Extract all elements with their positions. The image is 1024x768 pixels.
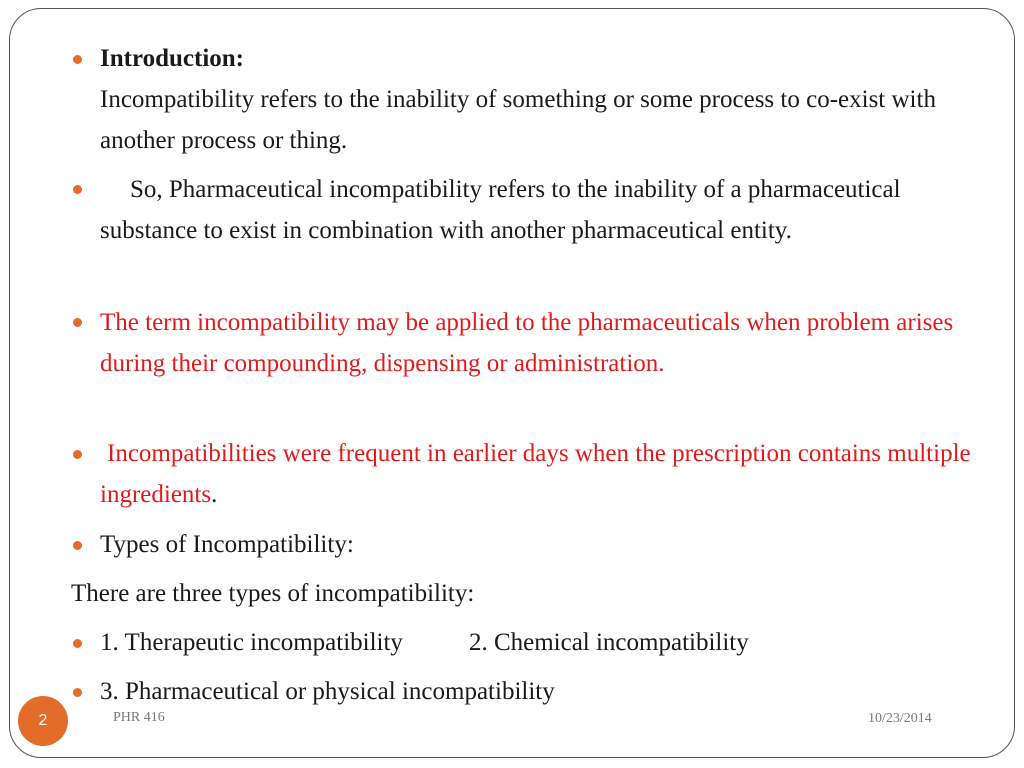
intro-text: Incompatibility refers to the inability of something or some process to co-exist with another process or thing.	[100, 86, 936, 154]
intro-block	[100, 38, 980, 161]
frequent-text: Incompatibilities were frequent in earlier days when the prescription contains multiple ingredients	[100, 440, 971, 508]
intro-heading: Introduction:	[100, 45, 245, 72]
bullet-icon	[73, 185, 82, 194]
page-number-badge	[18, 696, 68, 746]
types-intro: There are three types of incompatibility:	[71, 580, 475, 607]
page-number: 2	[38, 712, 48, 729]
type-3: 3. Pharmaceutical or physical incompatibility	[100, 678, 555, 705]
footer-course: PHR 416	[113, 710, 165, 725]
term-applied-block	[100, 302, 980, 384]
types-heading: Types of Incompatibility:	[100, 531, 354, 558]
bullet-icon	[73, 55, 82, 64]
frequent-block	[100, 433, 980, 515]
types-row	[100, 622, 980, 663]
pharma-definition-block	[100, 169, 980, 251]
pharma-definition: So, Pharmaceutical incompatibility refers to the inability of a pharmaceutical substance to exist in combination with another pharmaceutical entity.	[100, 176, 901, 244]
frequent-period: .	[211, 481, 218, 508]
type-1: 1. Therapeutic incompatibility	[100, 629, 403, 656]
bullet-icon	[73, 541, 82, 550]
bullet-icon	[73, 688, 82, 697]
bullet-icon	[73, 450, 82, 459]
term-applied-text: The term incompatibility may be applied to the pharmaceuticals when problem arises during their compounding, dispensing or administration.	[100, 309, 954, 377]
type-2: 2. Chemical incompatibility	[468, 629, 749, 656]
bullet-icon	[73, 639, 82, 648]
bullet-icon	[73, 318, 82, 327]
footer-date: 10/23/2014	[868, 711, 932, 726]
